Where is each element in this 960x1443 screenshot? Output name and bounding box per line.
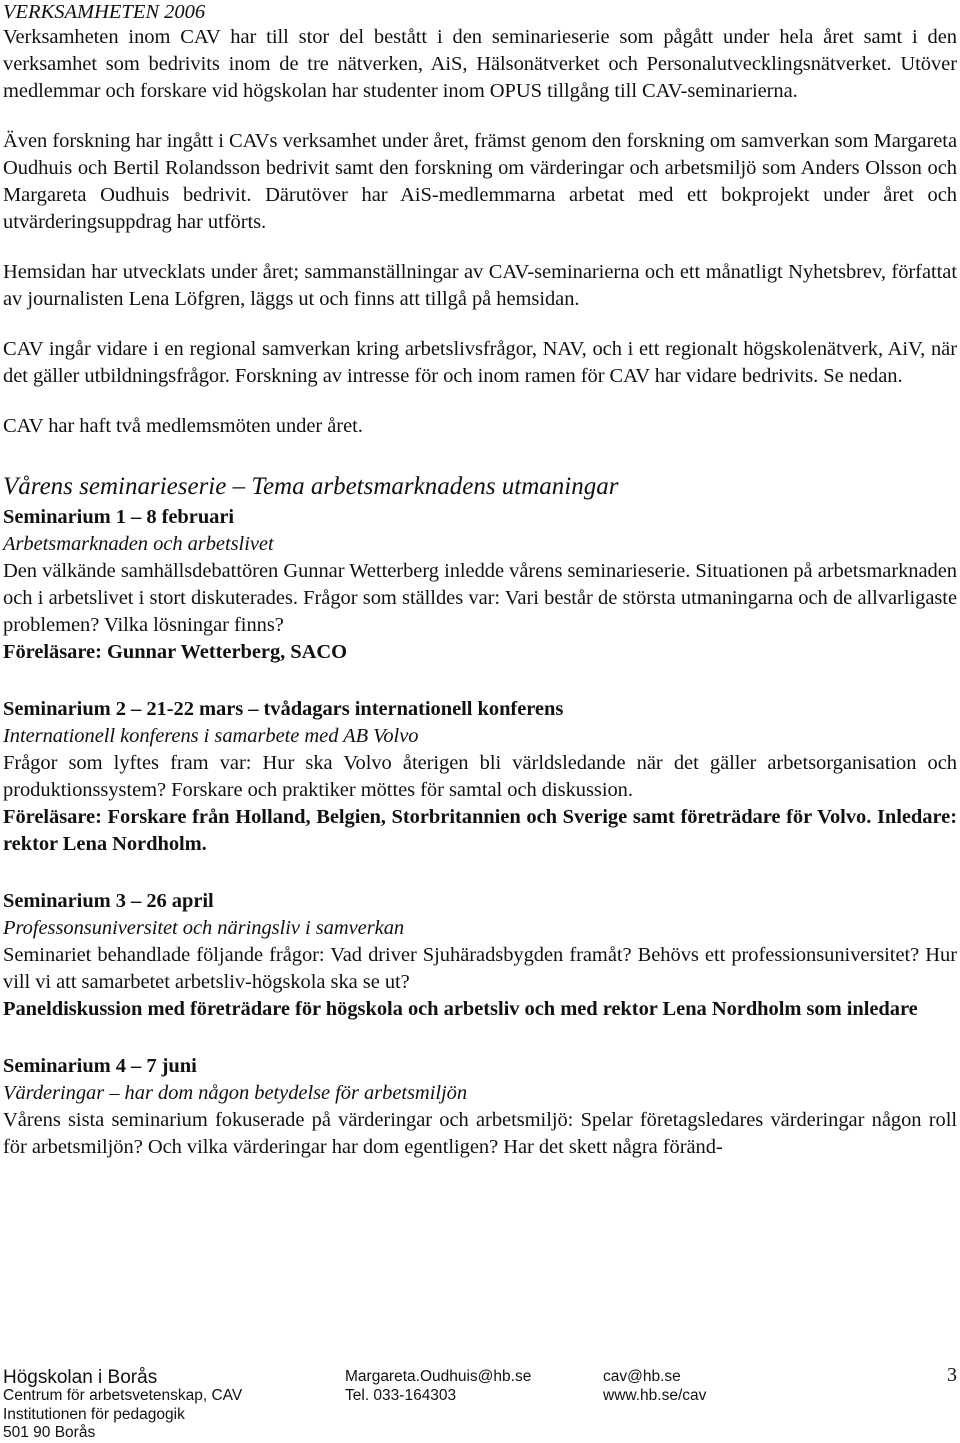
footer-center: Centrum för arbetsvetenskap, CAV <box>3 1387 243 1404</box>
footer-email-person[interactable]: Margareta.Oudhuis@hb.se <box>345 1368 532 1385</box>
seminar-speaker: Paneldiskussion med företrädare för högskola och arbetsliv och med rektor Lena Nordholm som inledare <box>3 998 918 1020</box>
footer-web[interactable]: www.hb.se/cav <box>603 1386 707 1404</box>
seminar-body: Seminariet behandlade följande frågor: Vad driver Sjuhäradsbygden framåt? Behövs ett professionsuniversitet? Hur vill vi att samarbetet arbetsliv-högskola ska se ut? <box>3 944 957 993</box>
seminar-speaker: Föreläsare: Gunnar Wetterberg, SACO <box>3 641 348 663</box>
seminar-title: Seminarium 1 – 8 februari <box>3 506 235 528</box>
meetings-paragraph: CAV har haft två medlemsmöten under året. <box>3 415 363 437</box>
series-title: Vårens seminarieserie – Tema arbetsmarknadens utmaningar <box>3 473 619 500</box>
footer-phone: Tel. 033-164303 <box>345 1386 457 1404</box>
seminar-1 <box>3 504 957 666</box>
seminar-title: Seminarium 4 – 7 juni <box>3 1055 197 1077</box>
footer-org: Högskolan i Borås <box>3 1367 158 1388</box>
seminar-subtitle: Värderingar – har dom någon betydelse för arbetsmiljön <box>3 1082 468 1104</box>
page-footer <box>3 1364 957 1442</box>
footer-email-cav[interactable]: cav@hb.se <box>603 1368 681 1385</box>
research-paragraph: Även forskning har ingått i CAVs verksamhet under året, främst genom den forskning om samverkan som Margareta Oudhuis och Bertil Rolandsson bedrivit samt den forskning om värderingar och arbetsmiljö som Anders Olsson och Margareta Oudhuis bedrivit. Därutöver har AiS-medlemmarna arbetat med ett bokprojekt under året och utvärderingsuppdrag har utförts. <box>3 130 957 233</box>
seminar-subtitle: Arbetsmarknaden och arbetslivet <box>3 533 274 555</box>
seminar-2 <box>3 696 957 858</box>
seminar-speaker: Föreläsare: Forskare från Holland, Belgien, Storbritannien och Sverige samt företrädare för Volvo. Inledare: rektor Lena Nordholm. <box>3 806 957 855</box>
seminar-title: Seminarium 3 – 26 april <box>3 890 214 912</box>
footer-address: 501 90 Borås <box>3 1424 96 1441</box>
seminar-4 <box>3 1053 957 1161</box>
footer-cav-block <box>603 1368 706 1405</box>
regional-paragraph: CAV ingår vidare i en regional samverkan kring arbetslivsfrågor, NAV, och i ett regionalt högskolenätverk, AiV, när det gäller utbildningsfrågor. Forskning av intresse för och inom ramen för CAV har vidare bedrivits. Se nedan. <box>3 338 957 387</box>
homepage-paragraph: Hemsidan har utvecklats under året; sammanställningar av CAV-seminarierna och ett månatligt Nyhetsbrev, författat av journalisten Lena Löfgren, läggs ut och finns att tillgå på hemsidan. <box>3 261 957 310</box>
seminar-body: Frågor som lyftes fram var: Hur ska Volvo återigen bli världsledande när det gäller arbetsorganisation och produktionssystem? Forskare och praktiker möttes för samtal och diskussion. <box>3 752 957 801</box>
document-page <box>3 0 957 1161</box>
seminar-body: Vårens sista seminarium fokuserade på värderingar och arbetsmiljö: Spelar företagsledares värderingar någon roll för arbetsmiljön? Och vilka värderingar har dom egentligen? Har det skett några föränd- <box>3 1109 957 1158</box>
seminar-body: Den välkände samhällsdebattören Gunnar Wetterberg inledde vårens seminarieserie. Situationen på arbetsmarknaden och i arbetslivet i stort diskuterades. Frågor som ställdes var: Vari består de största utmaningarna och de allvarligaste problemen? Vilka lösningar finns? <box>3 560 957 636</box>
intro-paragraph: Verksamheten inom CAV har till stor del bestått i den seminarieserie som pågått under hela året samt i den verksamhet som bedrivits inom de tre nätverken, AiS, Hälsonätverket och Personalutvecklingsnätverket. Utöver medlemmar och forskare vid högskolan har studenter inom OPUS tillgång till CAV-seminarierna. <box>3 26 957 102</box>
seminar-subtitle: Internationell konferens i samarbete med AB Volvo <box>3 725 419 747</box>
seminar-title: Seminarium 2 – 21-22 mars – tvådagars internationell konferens <box>3 698 564 720</box>
seminar-3 <box>3 888 957 1023</box>
footer-address-block <box>3 1368 242 1443</box>
seminar-subtitle: Professonsuniversitet och näringsliv i samverkan <box>3 917 405 939</box>
footer-dept: Institutionen för pedagogik <box>3 1405 185 1423</box>
document-heading: VERKSAMHETEN 2006 <box>3 1 206 23</box>
page-number: 3 <box>947 1364 957 1386</box>
footer-contact-block <box>345 1368 531 1405</box>
